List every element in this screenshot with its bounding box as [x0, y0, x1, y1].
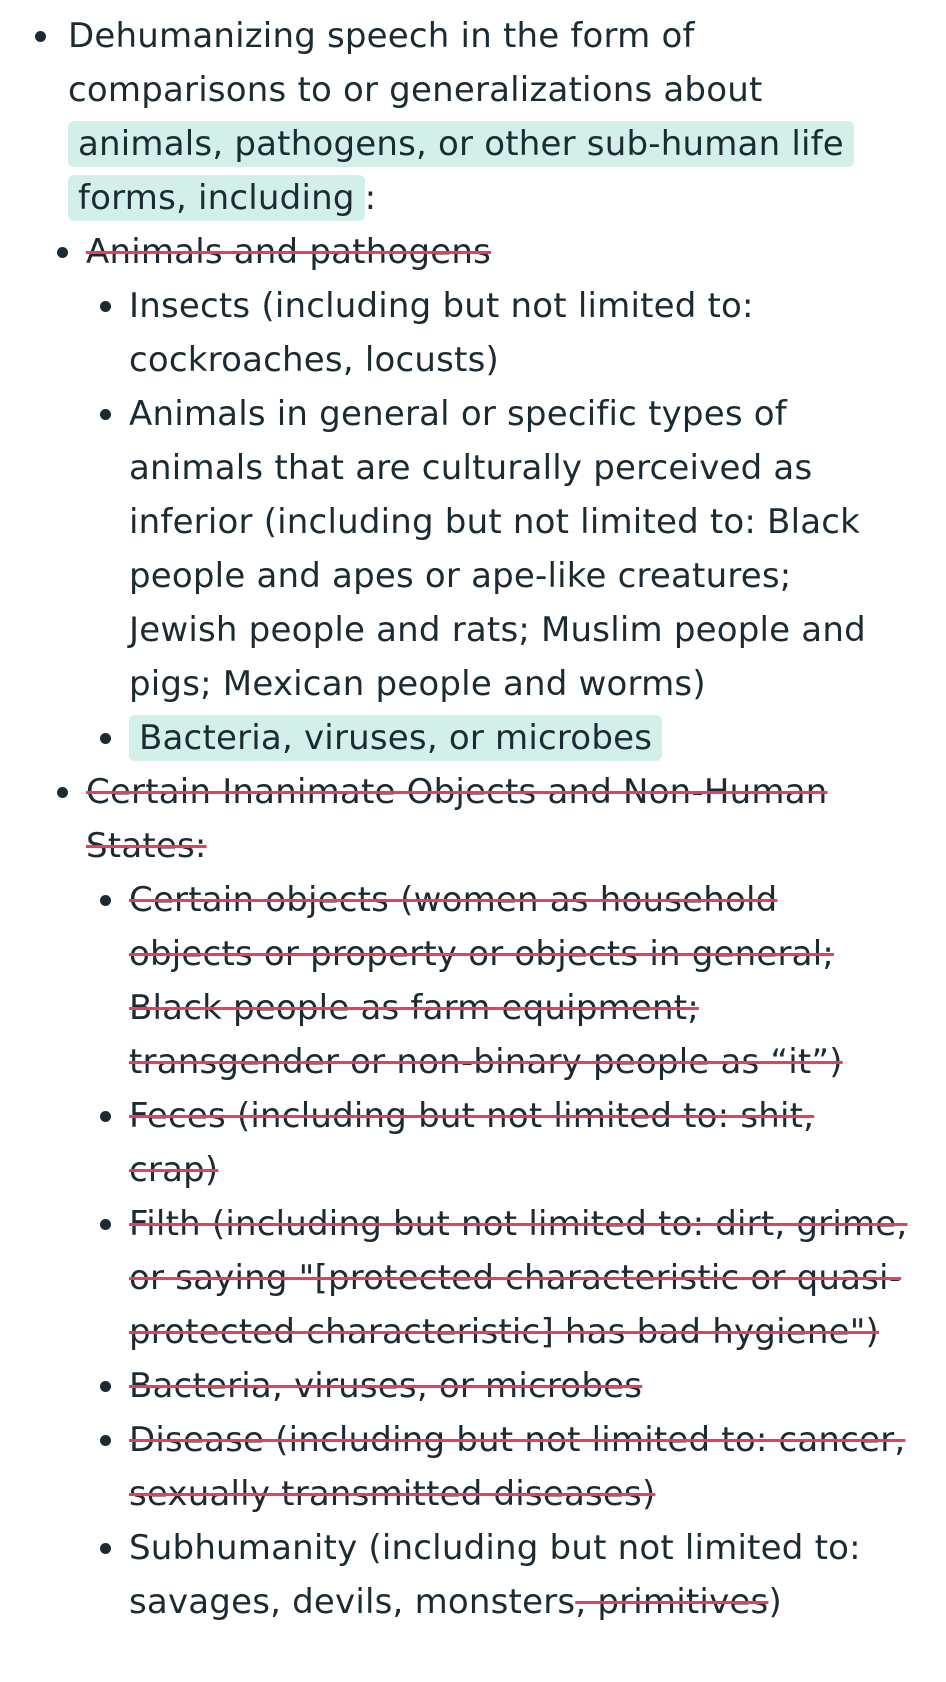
item-text-removed: Bacteria, viruses, or microbes [129, 1366, 643, 1406]
list-item [86, 387, 910, 711]
item-text-removed-tail: , primitives [575, 1582, 769, 1622]
list-item [86, 711, 910, 765]
list-item [86, 1413, 910, 1521]
item-text: Insects (including but not limited to: cockroaches, locusts) [129, 286, 754, 380]
group-inanimate-objects [43, 765, 910, 1629]
item-text: Subhumanity (including but not limited to: savages, devils, monsters [129, 1528, 861, 1622]
list-item [86, 279, 910, 387]
intro-added-highlight: animals, pathogens, or other sub-human life forms, including [68, 121, 854, 221]
list-item [86, 1359, 910, 1413]
list-item [86, 1089, 910, 1197]
list-item [86, 1197, 910, 1359]
policy-list [0, 9, 946, 1629]
group-list [43, 225, 910, 1629]
item-text-removed: Feces (including but not limited to: shit, crap) [129, 1096, 815, 1190]
list-item [86, 873, 910, 1089]
group-animals-and-pathogens [43, 225, 910, 765]
intro-colon: : [364, 178, 377, 218]
item-text-removed: Certain objects (women as household objects or property or objects in general; Black people as farm equipment; transgender or non-binary people as “it”) [129, 880, 843, 1082]
list-item [86, 1521, 910, 1629]
group-items [86, 873, 910, 1629]
policy-item-dehumanizing-speech [0, 9, 946, 1629]
group-items [86, 279, 910, 765]
intro-text: Dehumanizing speech in the form of comparisons to or generalizations about [68, 16, 763, 110]
item-text-added: Bacteria, viruses, or microbes [129, 715, 662, 761]
group-heading-removed: Certain Inanimate Objects and Non-Human States: [86, 772, 828, 866]
item-text-end: ) [768, 1582, 782, 1622]
item-text-removed: Filth (including but not limited to: dirt, grime, or saying "[protected characteristic or quasi-protected characteristic] has bad hygiene") [129, 1204, 908, 1352]
item-text: Animals in general or specific types of animals that are culturally perceived as inferior (including but not limited to: Black people and apes or ape-like creatures; Jewish people and rats; Muslim people and pigs; Mexican people and worms) [129, 394, 866, 704]
group-heading-removed: Animals and pathogens [86, 232, 492, 272]
item-text-removed: Disease (including but not limited to: cancer, sexually transmitted diseases) [129, 1420, 906, 1514]
